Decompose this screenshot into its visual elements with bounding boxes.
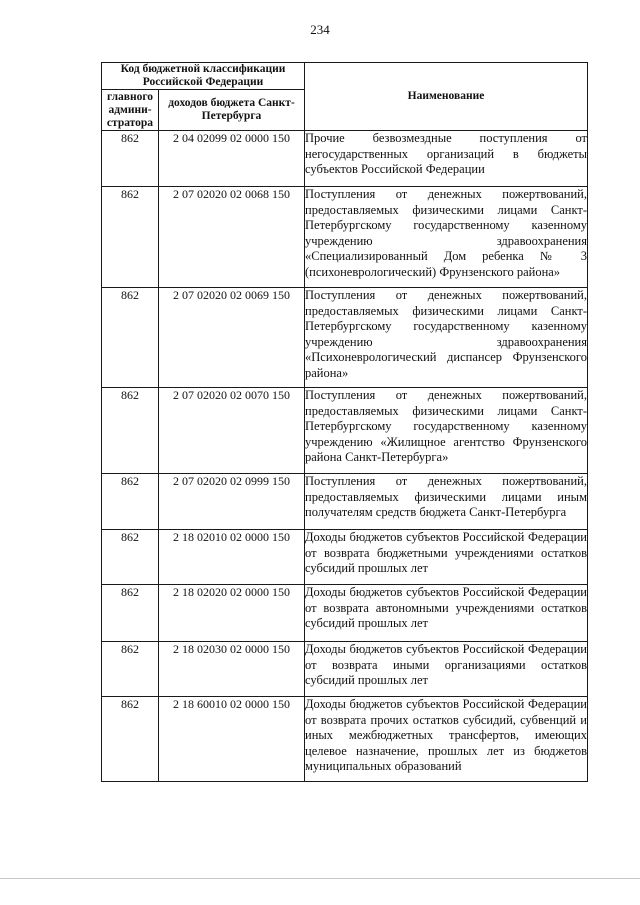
income-code-cell: 2 07 02020 02 0070 150 — [159, 388, 305, 474]
income-code-cell: 2 18 02030 02 0000 150 — [159, 642, 305, 697]
header-budget-income: доходов бюджета Санкт-Петербурга — [159, 90, 305, 131]
income-code-cell: 2 07 02020 02 0999 150 — [159, 474, 305, 530]
table-row — [102, 388, 588, 474]
name-cell: Прочие безвозмездные поступления от негосударственных организаций в бюджеты субъектов Российской Федерации — [305, 131, 588, 187]
header-main-administrator: главного админи-стратора — [102, 90, 159, 131]
name-cell: Доходы бюджетов субъектов Российской Федерации от возврата бюджетными учреждениями остатков субсидий прошлых лет — [305, 530, 588, 585]
table-row — [102, 697, 588, 782]
page-number: 234 — [310, 22, 330, 37]
admin-code-cell: 862 — [102, 288, 159, 388]
name-cell: Поступления от денежных пожертвований, предоставляемых физическими лицами Санкт-Петербургскому государственному казенному учреждению «Жилищное агентство Фрунзенского района Санкт-Петербурга» — [305, 388, 588, 474]
table-row — [102, 187, 588, 288]
name-cell: Поступления от денежных пожертвований, предоставляемых физическими лицами Санкт-Петербургскому государственному казенному учреждению здравоохранения «Психоневрологический диспансер Фрунзенского района» — [305, 288, 588, 388]
name-cell: Доходы бюджетов субъектов Российской Федерации от возврата иными организациями остатков субсидий прошлых лет — [305, 642, 588, 697]
name-cell: Доходы бюджетов субъектов Российской Федерации от возврата прочих остатков субсидий, субвенций и иных межбюджетных трансфертов, имеющих целевое назначение, прошлых лет из бюджетов муниципальных образований — [305, 697, 588, 782]
admin-code-cell: 862 — [102, 697, 159, 782]
admin-code-cell: 862 — [102, 187, 159, 288]
income-code-cell: 2 18 60010 02 0000 150 — [159, 697, 305, 782]
table-row — [102, 585, 588, 642]
admin-code-cell: 862 — [102, 530, 159, 585]
table-row — [102, 530, 588, 585]
header-classification-code: Код бюджетной классификации Российской Федерации — [102, 63, 305, 90]
header-name: Наименование — [305, 63, 588, 131]
table-row — [102, 474, 588, 530]
page-bottom-rule — [0, 878, 640, 879]
admin-code-cell: 862 — [102, 585, 159, 642]
admin-code-cell: 862 — [102, 474, 159, 530]
income-code-cell: 2 18 02010 02 0000 150 — [159, 530, 305, 585]
budget-classification-table — [101, 62, 588, 782]
table-row — [102, 642, 588, 697]
table-row — [102, 288, 588, 388]
income-code-cell: 2 18 02020 02 0000 150 — [159, 585, 305, 642]
name-cell: Поступления от денежных пожертвований, предоставляемых физическими лицами Санкт-Петербургскому государственному казенному учреждению здравоохранения «Специализированный Дом ребенка № 3 (психоневрологический) Фрунзенского района» — [305, 187, 588, 288]
name-cell: Доходы бюджетов субъектов Российской Федерации от возврата автономными учреждениями остатков субсидий прошлых лет — [305, 585, 588, 642]
admin-code-cell: 862 — [102, 388, 159, 474]
table-row — [102, 131, 588, 187]
income-code-cell: 2 07 02020 02 0068 150 — [159, 187, 305, 288]
admin-code-cell: 862 — [102, 642, 159, 697]
admin-code-cell: 862 — [102, 131, 159, 187]
income-code-cell: 2 07 02020 02 0069 150 — [159, 288, 305, 388]
income-code-cell: 2 04 02099 02 0000 150 — [159, 131, 305, 187]
name-cell: Поступления от денежных пожертвований, предоставляемых физическими лицами иным получателям средств бюджета Санкт-Петербурга — [305, 474, 588, 530]
